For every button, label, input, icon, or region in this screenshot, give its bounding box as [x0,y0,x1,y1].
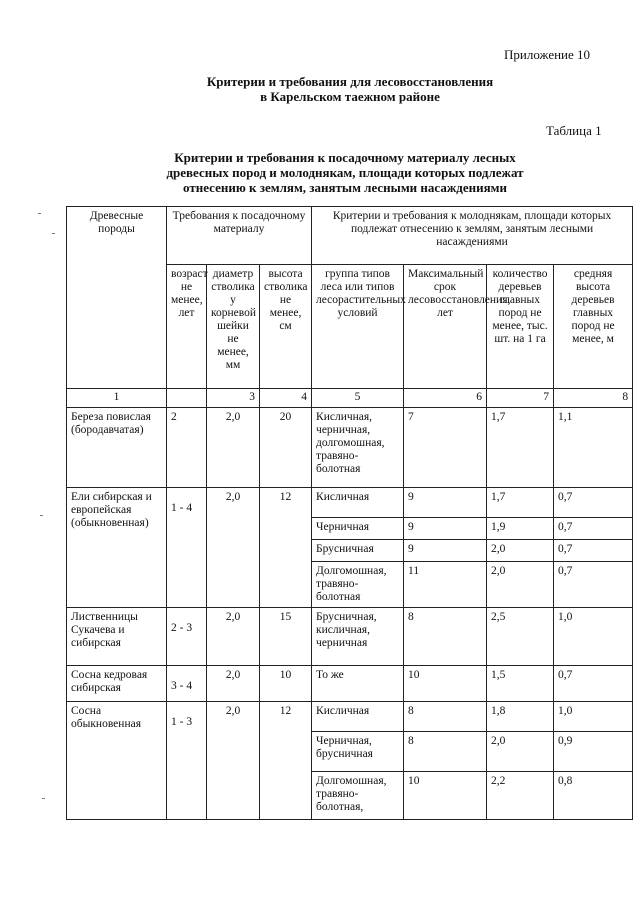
max-term-cell: 8 [404,732,487,772]
height-cell: 15 [260,608,312,666]
diameter-cell: 2,0 [207,488,260,608]
col-number: 7 [487,389,554,408]
column-numbers-row [67,389,633,408]
document-title [150,74,550,104]
header-age: возраст не менее, лет [167,265,207,389]
diameter-cell: 2,0 [207,666,260,702]
height-cell: 10 [260,666,312,702]
col-number: 6 [404,389,487,408]
forest-group-cell: Брусничная [312,540,404,562]
scan-speck [38,213,41,214]
header-young-stands: Критерии и требования к молоднякам, площади которых подлежат отнесению к землям, занятым лесными насаждениями [312,207,633,265]
species-cell: Сосна кедровая сибирская [67,666,167,702]
col-number [167,389,207,408]
table-row [67,488,633,518]
count-cell: 1,5 [487,666,554,702]
avg-height-cell: 0,7 [554,518,633,540]
avg-height-cell: 0,7 [554,562,633,608]
max-term-cell: 9 [404,518,487,540]
table-title-line: Критерии и требования к посадочному материалу лесных [174,150,516,165]
species-cell: Ели сибирская и европейская (обыкновенная) [67,488,167,608]
title-line: в Карельском таежном районе [260,89,440,104]
header-count: количество деревьев главных пород не менее, тыс. шт. на 1 га [487,265,554,389]
diameter-cell: 2,0 [207,608,260,666]
avg-height-cell: 0,7 [554,488,633,518]
scan-speck [42,798,45,799]
max-term-cell: 9 [404,540,487,562]
avg-height-cell: 0,8 [554,772,633,820]
age-cell: 3 - 4 [167,666,207,702]
diameter-cell: 2,0 [207,408,260,488]
count-cell: 1,7 [487,488,554,518]
height-cell: 12 [260,488,312,608]
height-cell: 20 [260,408,312,488]
header-forest-group: группа типов леса или типов лесорастительных условий [312,265,404,389]
forest-group-cell: Кисличная [312,488,404,518]
count-cell: 2,0 [487,562,554,608]
avg-height-cell: 0,7 [554,540,633,562]
col-number: 4 [260,389,312,408]
avg-height-cell: 0,7 [554,666,633,702]
avg-height-cell: 1,0 [554,702,633,732]
max-term-cell: 10 [404,772,487,820]
appendix-label: Приложение 10 [504,47,591,62]
forest-group-cell: Долгомошная, травяно-болотная [312,562,404,608]
col-number: 1 [67,389,167,408]
col-number: 5 [312,389,404,408]
age-cell: 2 [167,408,207,488]
table-number: Таблица 1 [546,123,602,138]
count-cell: 1,9 [487,518,554,540]
forest-group-cell: То же [312,666,404,702]
scan-speck [40,515,43,516]
age-cell: 2 - 3 [167,608,207,666]
header-avg-height: средняя высота деревьев главных пород не менее, м [554,265,633,389]
age-cell: 1 - 3 [167,702,207,820]
count-cell: 2,2 [487,772,554,820]
forest-group-cell: Брусничная, кисличная, черничная [312,608,404,666]
diameter-cell: 2,0 [207,702,260,820]
count-cell: 2,0 [487,540,554,562]
table-title-line: отнесению к землям, занятым лесными насаждениями [183,180,507,195]
age-cell: 1 - 4 [167,488,207,608]
header-species: Древесные породы [67,207,167,389]
max-term-cell: 9 [404,488,487,518]
avg-height-cell: 0,9 [554,732,633,772]
table-row [67,702,633,732]
species-cell: Береза повислая (бородавчатая) [67,408,167,488]
max-term-cell: 11 [404,562,487,608]
count-cell: 1,8 [487,702,554,732]
species-cell: Лиственницы Сукачева и сибирская [67,608,167,666]
count-cell: 2,5 [487,608,554,666]
table-row [67,608,633,666]
header-height: высота стволика не менее, см [260,265,312,389]
max-term-cell: 7 [404,408,487,488]
forest-group-cell: Черничная, брусничная [312,732,404,772]
max-term-cell: 8 [404,608,487,666]
max-term-cell: 8 [404,702,487,732]
header-planting-material: Требования к посадочному материалу [167,207,312,265]
title-line: Критерии и требования для лесовосстановления [206,74,494,89]
header-max-term: Максимальный срок лесовосстановления, лет [404,265,487,389]
max-term-cell: 10 [404,666,487,702]
avg-height-cell: 1,0 [554,608,633,666]
height-cell: 12 [260,702,312,820]
table-title [150,150,540,195]
criteria-table [66,206,633,820]
col-number: 8 [554,389,633,408]
table-row [67,666,633,702]
col-number: 3 [207,389,260,408]
species-cell: Сосна обыкновенная [67,702,167,820]
scan-speck [52,233,55,234]
header-row [67,207,633,265]
forest-group-cell: Кисличная, черничная, долгомошная, травяно-болотная [312,408,404,488]
table-title-line: древесных пород и молоднякам, площади которых подлежат [166,165,524,180]
forest-group-cell: Кисличная [312,702,404,732]
count-cell: 2,0 [487,732,554,772]
forest-group-cell: Черничная [312,518,404,540]
avg-height-cell: 1,1 [554,408,633,488]
count-cell: 1,7 [487,408,554,488]
forest-group-cell: Долгомошная, травяно-болотная, [312,772,404,820]
table-row [67,408,633,488]
header-diameter: диаметр стволика у корневой шейки не менее, мм [207,265,260,389]
